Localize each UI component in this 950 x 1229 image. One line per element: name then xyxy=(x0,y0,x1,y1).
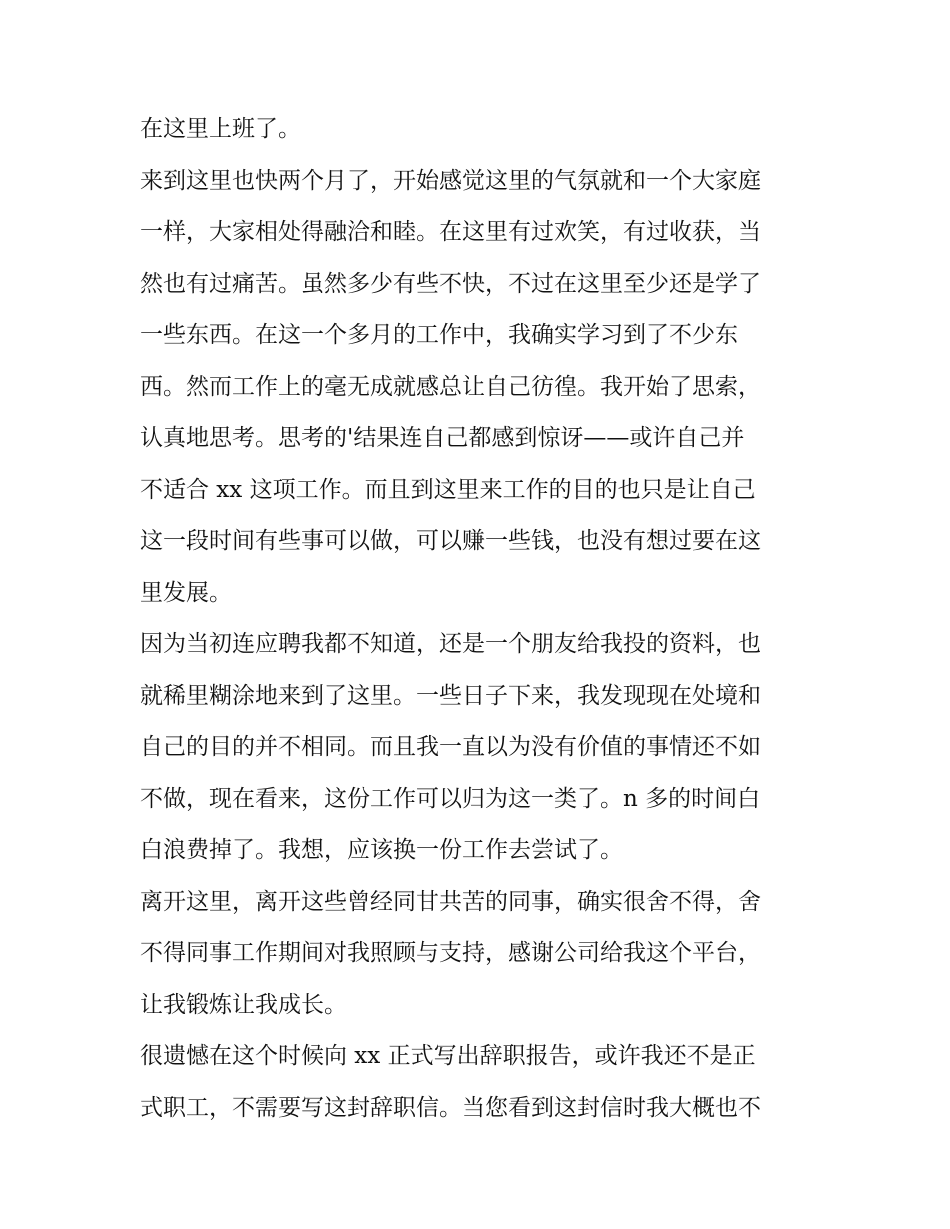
text-line: 不得同事工作期间对我照顾与支持，感谢公司给我这个平台， xyxy=(140,940,761,966)
text-line: 不适合 xx 这项工作。而且到这里来工作的目的也只是让自己 xyxy=(140,476,756,503)
text-line: 白浪费掉了。我想，应该换一份工作去尝试了。 xyxy=(140,837,623,863)
text-line: 一些东西。在这一个多月的工作中，我确实学习到了不少东 xyxy=(140,322,738,348)
text-line: 西。然而工作上的毫无成就感总让自己彷徨。我开始了思索， xyxy=(140,373,761,400)
text-line: 式职工，不需要写这封辞职信。当您看到这封信时我大概也不 xyxy=(140,1094,761,1121)
text-line: 离开这里，离开这些曾经同甘共苦的同事，确实很舍不得，舍 xyxy=(140,888,761,915)
text-line: 里发展。 xyxy=(140,579,232,606)
text-line: 自己的目的并不相同。而且我一直以为没有价值的事情还不如 xyxy=(140,734,761,760)
text-line: 很遗憾在这个时候向 xx 正式写出辞职报告，或许我还不是正 xyxy=(140,1043,756,1069)
letter-body xyxy=(140,104,820,1134)
text-line: 因为当初连应聘我都不知道，还是一个朋友给我投的资料，也 xyxy=(140,631,761,657)
text-line: 然也有过痛苦。虽然多少有些不快，不过在这里至少还是学了 xyxy=(140,270,761,297)
text-line: 让我锻炼让我成长。 xyxy=(140,991,347,1018)
text-line: 来到这里也快两个月了，开始感觉这里的气氛就和一个大家庭 xyxy=(140,167,761,194)
text-line: 认真地思考。思考的'结果连自己都感到惊讶——或许自己并 xyxy=(140,425,745,451)
text-line: 不做，现在看来，这份工作可以归为这一类了。n 多的时间白 xyxy=(140,785,761,812)
text-line: 一样，大家相处得融洽和睦。在这里有过欢笑，有过收获，当 xyxy=(140,219,761,245)
text-line: 在这里上班了。 xyxy=(140,116,301,142)
text-line: 这一段时间有些事可以做，可以赚一些钱，也没有想过要在这 xyxy=(140,528,761,554)
text-line: 就稀里糊涂地来到了这里。一些日子下来，我发现现在处境和 xyxy=(140,682,761,709)
